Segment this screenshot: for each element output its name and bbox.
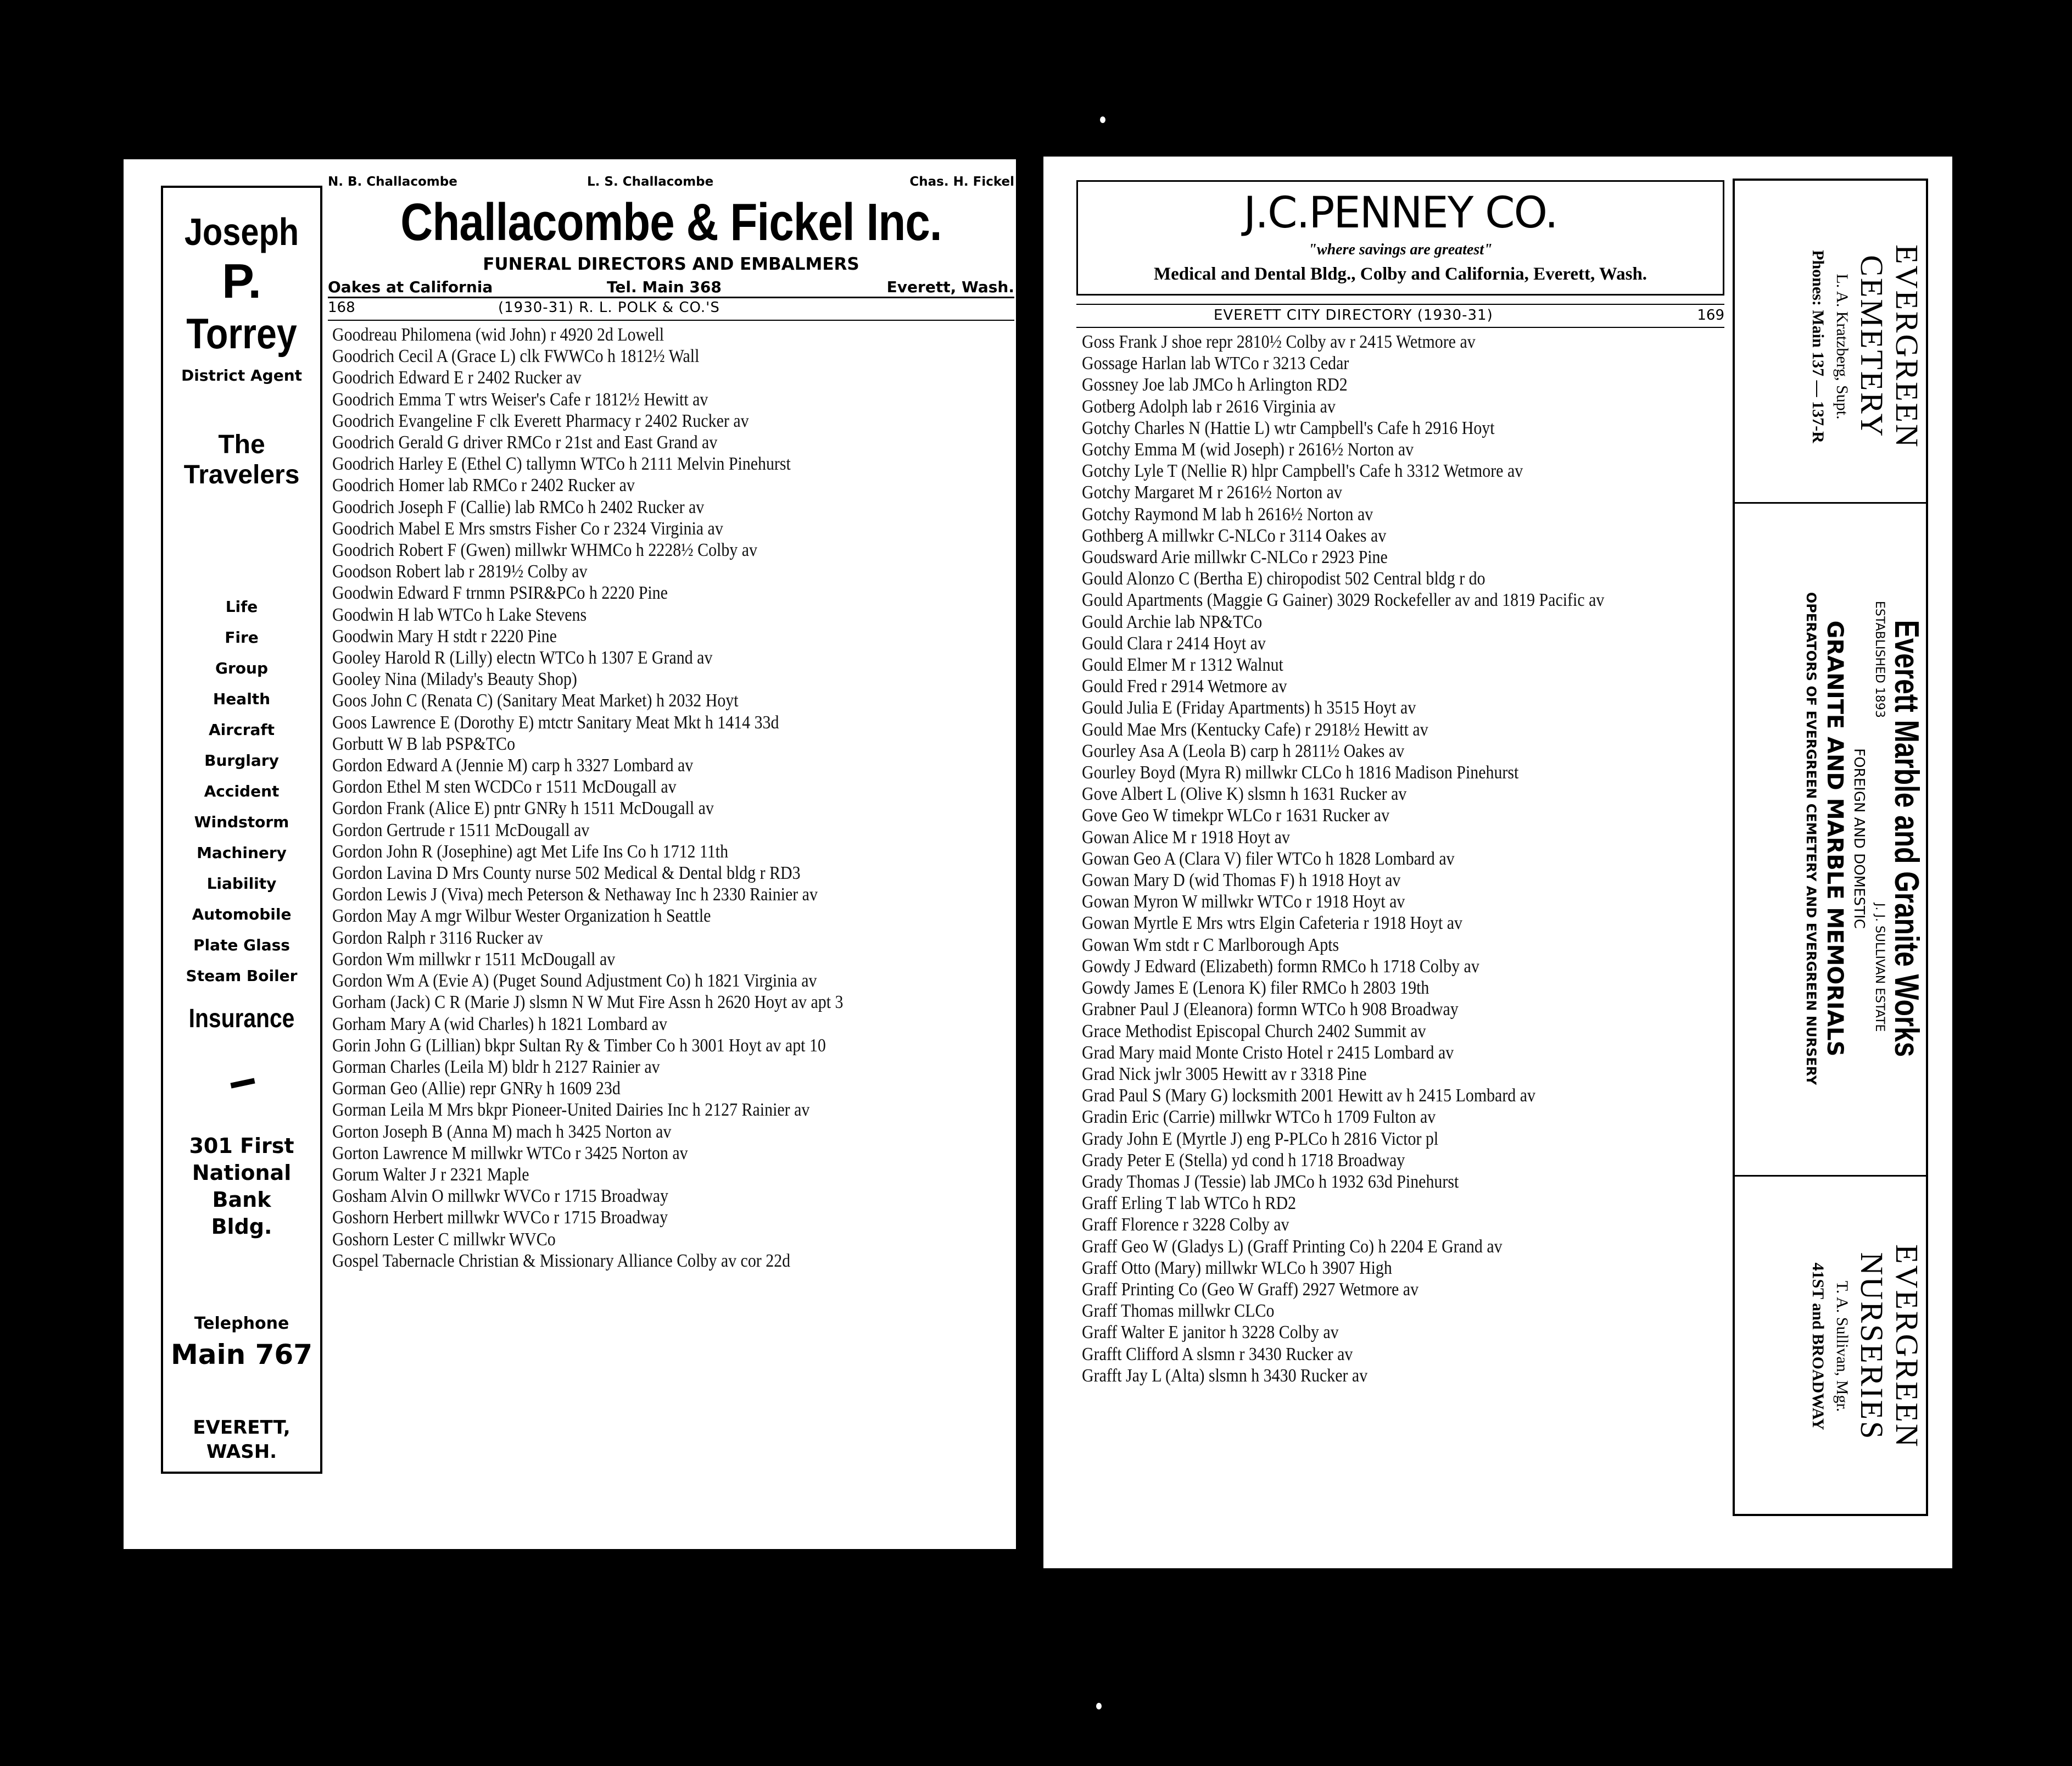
directory-entry: Graff Otto (Mary) millwkr WLCo h 3907 High [1082,1257,1392,1278]
directory-entry: Gowan Wm stdt r C Marlborough Apts [1082,934,1339,955]
city-line: EVERETT, [193,1417,291,1439]
dash-ornament [230,1078,255,1089]
directory-entry: Gotchy Raymond M lab h 2616½ Norton av [1082,504,1373,525]
funeral-ad-tel: Tel. Main 368 [607,278,722,296]
directory-entry: Grad Nick jwlr 3005 Hewitt av r 3318 Pine [1082,1063,1367,1084]
directory-entry: Grad Mary maid Monte Cristo Hotel r 2415 Lombard av [1082,1042,1454,1063]
directory-entry: Goodson Robert lab r 2819½ Colby av [332,561,588,582]
cemetery-title2: CEMETERY [1854,255,1890,438]
directory-entry: Gosham Alvin O millwkr WVCo r 1715 Broadway [332,1186,668,1207]
page-number: 168 [328,299,355,316]
directory-entry: Gould Alonzo C (Bertha E) chiropodist 502 Central bldg r do [1082,569,1485,589]
nurseries-title2: NURSERIES [1854,1252,1890,1441]
directory-entry: Goodrich Evangeline F clk Everett Pharmacy r 2402 Rucker av [332,410,749,431]
marble-works-ad [1735,502,1926,1177]
directory-entry: Goodrich Robert F (Gwen) millwkr WHMCo h 2228½ Colby av [332,540,757,561]
directory-entry: Gowdy James E (Lenora K) filer RMCo h 2803 19th [1082,978,1429,999]
directory-entry: Grady John E (Myrtle J) eng P-PLCo h 2816 Victor pl [1082,1128,1439,1149]
penney-ad-title: J.C.PENNEY CO. [1243,188,1557,238]
directory-entry: Gordon Ralph r 3116 Rucker av [332,927,543,948]
directory-entry: Goshorn Herbert millwkr WVCo r 1715 Broadway [332,1207,668,1228]
partner-name: Chas. H. Fickel [909,175,1014,189]
directory-entry: Goodrich Joseph F (Callie) lab RMCo h 2402 Rucker av [332,497,705,517]
directory-entry: Gorman Charles (Leila M) bldr h 2127 Rainier av [332,1056,660,1077]
funeral-ad [328,170,1014,296]
address-line: 301 First [189,1134,294,1158]
directory-entry: Graff Geo W (Gladys L) (Graff Printing Co) h 2204 E Grand av [1082,1236,1503,1257]
directory-entry: Gordon Wm A (Evie A) (Puget Sound Adjustment Co) h 1821 Virginia av [332,971,817,991]
directory-entry: Gordon Edward A (Jennie M) carp h 3327 Lombard av [332,755,694,776]
directory-entry: Gould Julia E (Friday Apartments) h 3515 Hoyt av [1082,698,1416,718]
partner-name: N. B. Challacombe [328,175,457,189]
directory-entries [332,324,1016,1272]
cemetery-supt: L. A. Kratzberg, Supt. [1833,274,1851,420]
funeral-ad-address: Oakes at California [328,278,493,296]
directory-entry: Gooley Nina (Milady's Beauty Shop) [332,669,577,690]
directory-entry: Gordon May A mgr Wilbur Wester Organization h Seattle [332,906,711,927]
directory-entry: Gowan Myrtle E Mrs wtrs Elgin Cafeteria r 1918 Hoyt av [1082,913,1462,934]
directory-entry: Goodrich Harley E (Ethel C) tallymn WTCo h 2111 Melvin Pinehurst [332,454,791,475]
directory-entry: Gorton Joseph B (Anna M) mach h 3425 Norton av [332,1121,672,1142]
directory-entry: Gordon Wm millwkr r 1511 McDougall av [332,949,616,970]
insurance-line-item: Aircraft [209,721,275,739]
insurance-line-item: Liability [206,874,277,893]
directory-entry: Gove Geo W timekpr WLCo r 1631 Rucker av [1082,805,1390,826]
agent-role: District Agent [181,366,303,385]
address-line: Bank [212,1188,271,1212]
address-line: Bldg. [211,1215,272,1239]
insurance-line-item: Machinery [197,844,287,862]
marble-estate: J. J. SULLIVAN ESTATE [1873,903,1886,1032]
nurseries-ad [1735,1175,1926,1514]
directory-entry: Goodrich Edward E r 2402 Rucker av [332,367,582,388]
directory-entry: Grafft Clifford A slsmn r 3430 Rucker av [1082,1344,1353,1364]
directory-entry: Goodrich Cecil A (Grace L) clk FWWCo h 1812½ Wall [332,346,700,367]
running-head-text: EVERETT CITY DIRECTORY (1930-31) [1214,307,1493,324]
directory-entry: Goodrich Mabel E Mrs smstrs Fisher Co r 2324 Virginia av [332,518,723,539]
insurance-ad-sidebar [161,186,322,1474]
directory-entry: Gordon Frank (Alice E) pntr GNRy h 1511 McDougall av [332,798,714,819]
agent-first-name: Joseph [184,210,299,253]
marble-established: ESTABLISHED 1893 [1873,601,1886,718]
running-header [1076,307,1724,326]
directory-entry: Gotberg Adolph lab r 2616 Virginia av [1082,396,1336,417]
cemetery-ad [1735,181,1926,504]
insurance-line-item: Automobile [192,905,292,923]
company-name: Travelers [183,460,300,489]
directory-entry: Gothberg A millwkr C-NLCo r 3114 Oakes av [1082,525,1387,546]
directory-entry: Grady Thomas J (Tessie) lab JMCo h 1932 63d Pinehurst [1082,1171,1459,1192]
insurance-line-item: Health [213,690,271,708]
telephone-label: Telephone [194,1314,289,1333]
directory-entry: Gordon Lewis J (Viva) mech Peterson & Nethaway Inc h 2330 Rainier av [332,884,818,905]
directory-entry: Grace Methodist Episcopal Church 2402 Summit av [1082,1021,1426,1041]
penney-ad [1076,180,1724,296]
header-rule [328,320,1014,321]
running-header [328,299,1014,318]
directory-entry: Gowdy J Edward (Elizabeth) formn RMCo h 1718 Colby av [1082,956,1479,977]
directory-entry: Gourley Asa A (Leola B) carp h 2811½ Oakes av [1082,740,1405,761]
directory-entry: Goodwin Mary H stdt r 2220 Pine [332,626,557,647]
directory-entry: Gowan Geo A (Clara V) filer WTCo h 1828 Lombard av [1082,848,1455,869]
partner-name: L. S. Challacombe [587,175,714,189]
insurance-line-item: Life [225,598,258,616]
directory-entry: Goodrich Gerald G driver RMCo r 21st and East Grand av [332,432,718,453]
scan-speck [1096,1703,1102,1709]
address-line: National [192,1161,292,1185]
directory-entries [1082,331,1741,1386]
directory-entry: Graff Printing Co (Geo W Graff) 2927 Wetmore av [1082,1279,1419,1300]
directory-entry: Gould Clara r 2414 Hoyt av [1082,633,1266,654]
agent-last-name: Torrey [186,309,297,358]
directory-entry: Graff Walter E janitor h 3228 Colby av [1082,1322,1339,1343]
directory-entry: Gossage Harlan lab WTCo r 3213 Cedar [1082,353,1349,374]
directory-entry: Gordon Gertrude r 1511 McDougall av [332,820,590,840]
directory-entry: Goshorn Lester C millwkr WVCo [332,1229,556,1250]
directory-entry: Goodrich Homer lab RMCo r 2402 Rucker av [332,475,635,496]
directory-entry: Gould Elmer M r 1312 Walnut [1082,655,1283,676]
directory-entry: Gowan Myron W millwkr WTCo r 1918 Hoyt av [1082,892,1405,912]
directory-entry: Gorham (Jack) C R (Marie J) slsmn N W Mut Fire Assn h 2620 Hoyt av apt 3 [332,992,844,1013]
insurance-heading: Insurance [188,1004,295,1033]
directory-entry: Gordon Lavina D Mrs County nurse 502 Medical & Dental bldg r RD3 [332,863,801,884]
directory-entry: Gorman Geo (Allie) repr GNRy h 1609 23d [332,1078,621,1099]
directory-entry: Grad Paul S (Mary G) locksmith 2001 Hewitt av h 2415 Lombard av [1082,1085,1535,1106]
telephone-number: Main 767 [170,1339,312,1371]
nurseries-title1: EVERGREEN [1889,1244,1925,1449]
directory-entry: Gorham Mary A (wid Charles) h 1821 Lombard av [332,1013,667,1034]
directory-entry: Gould Fred r 2914 Wetmore av [1082,676,1287,697]
directory-entry: Gradin Eric (Carrie) millwkr WTCo h 1709 Fulton av [1082,1107,1436,1128]
directory-entry: Gordon John R (Josephine) agt Met Life Ins Co h 1712 11th [332,841,729,862]
directory-entry: Gotchy Lyle T (Nellie R) hlpr Campbell's Cafe h 3312 Wetmore av [1082,461,1523,482]
header-rule [328,297,1014,298]
directory-entry: Grafft Jay L (Alta) slsmn h 3430 Rucker av [1082,1365,1368,1386]
penney-ad-slogan: "where savings are greatest" [1308,241,1493,258]
insurance-line-item: Fire [225,628,259,647]
insurance-line-item: Burglary [204,751,279,770]
funeral-ad-title: Challacombe & Fickel Inc. [400,193,942,252]
nurseries-address: 41ST and BROADWAY [1809,1262,1827,1430]
directory-entry: Goss Frank J shoe repr 2810½ Colby av r 2415 Wetmore av [1082,332,1476,352]
marble-line3: OPERATORS OF EVERGREEN CEMETERY AND EVERGREEN NURSERY [1803,592,1819,1085]
directory-entry: Gordon Ethel M sten WCDCo r 1511 McDougall av [332,777,677,798]
header-rule [1076,304,1724,305]
directory-entry: Goos John C (Renata C) (Sanitary Meat Market) h 2032 Hoyt [332,690,739,711]
directory-entry: Gould Apartments (Maggie G Gainer) 3029 Rockefeller av and 1819 Pacific av [1082,590,1605,611]
directory-entry: Gorbutt W B lab PSP&TCo [332,733,516,754]
scan-speck [1100,116,1105,123]
directory-entry: Gorman Leila M Mrs bkpr Pioneer-United Dairies Inc h 2127 Rainier av [332,1100,810,1121]
directory-entry: Gould Archie lab NP&TCo [1082,611,1263,632]
directory-entry: Gorton Lawrence M millwkr WTCo r 3425 Norton av [332,1143,688,1163]
funeral-ad-city: Everett, Wash. [886,278,1014,296]
insurance-line-item: Plate Glass [193,936,290,954]
directory-entry: Gove Albert L (Olive K) slsmn h 1631 Rucker av [1082,784,1407,805]
marble-line2: GRANITE AND MARBLE MEMORIALS [1822,620,1847,1057]
directory-entry: Goodrich Emma T wtrs Weiser's Cafe r 1812½ Hewitt av [332,389,708,410]
directory-entry: Gotchy Margaret M r 2616½ Norton av [1082,482,1342,503]
nurseries-mgr: T. A. Sullivan, Mgr. [1833,1280,1851,1412]
company-article: The [218,430,265,459]
marble-works-title: Everett Marble and Granite Works [1887,620,1925,1057]
cemetery-title1: EVERGREEN [1889,244,1925,449]
directory-entry: Gossney Joe lab JMCo h Arlington RD2 [1082,375,1348,395]
directory-entry: Grabner Paul J (Eleanora) formn WTCo h 908 Broadway [1082,999,1459,1020]
directory-entry: Gospel Tabernacle Christian & Missionary Alliance Colby av cor 22d [332,1250,791,1271]
city-line: WASH. [206,1441,277,1463]
directory-entry: Goodwin H lab WTCo h Lake Stevens [332,604,587,625]
running-head-text: (1930-31) R. L. POLK & CO.'S [498,299,720,316]
directory-entry: Goodreau Philomena (wid John) r 4920 2d Lowell [332,325,664,345]
cemetery-phones: Phones: Main 137 — 137-R [1809,250,1827,443]
agent-initial: P. [222,254,261,308]
page-number: 169 [1697,307,1724,324]
penney-ad-address: Medical and Dental Bldg., Colby and California, Everett, Wash. [1153,264,1647,284]
insurance-line-item: Steam Boiler [186,967,298,985]
directory-entry: Gourley Boyd (Myra R) millwkr CLCo h 1816 Madison Pinehurst [1082,762,1519,783]
directory-entry: Gowan Alice M r 1918 Hoyt av [1082,827,1290,848]
insurance-line-item: Accident [204,782,280,800]
directory-entry: Graff Erling T lab WTCo h RD2 [1082,1193,1297,1214]
directory-entry: Graff Thomas millwkr CLCo [1082,1301,1275,1322]
left-page [124,159,1016,1549]
directory-entry: Graff Florence r 3228 Colby av [1082,1215,1289,1235]
marble-line1: FOREIGN AND DOMESTIC [1851,748,1867,929]
directory-entry: Gorin John G (Lillian) bkpr Sultan Ry & Timber Co h 3001 Hoyt av apt 10 [332,1035,826,1056]
right-page [1043,157,1952,1568]
directory-entry: Goos Lawrence E (Dorothy E) mtctr Sanitary Meat Mkt h 1414 33d [332,712,779,733]
directory-entry: Gotchy Emma M (wid Joseph) r 2616½ Norton av [1082,439,1414,460]
insurance-line-item: Windstorm [194,813,289,831]
directory-entry: Gould Mae Mrs (Kentucky Cafe) r 2918½ Hewitt av [1082,719,1428,740]
header-rule [1076,327,1724,328]
directory-entry: Gooley Harold R (Lilly) electn WTCo h 1307 E Grand av [332,648,713,668]
directory-entry: Goudsward Arie millwkr C-NLCo r 2923 Pine [1082,547,1388,568]
insurance-lines-list [163,592,320,991]
directory-entry: Gowan Mary D (wid Thomas F) h 1918 Hoyt av [1082,870,1401,891]
insurance-line-item: Group [215,659,268,677]
directory-entry: Gorum Walter J r 2321 Maple [332,1164,529,1185]
directory-entry: Grady Peter E (Stella) yd cond h 1718 Broadway [1082,1150,1405,1171]
sidebar-ads [1733,179,1928,1516]
directory-entry: Gotchy Charles N (Hattie L) wtr Campbell's Cafe h 2916 Hoyt [1082,417,1495,438]
funeral-ad-subtitle: FUNERAL DIRECTORS AND EMBALMERS [483,254,859,274]
directory-entry: Goodwin Edward F trnmn PSIR&PCo h 2220 Pine [332,583,668,604]
